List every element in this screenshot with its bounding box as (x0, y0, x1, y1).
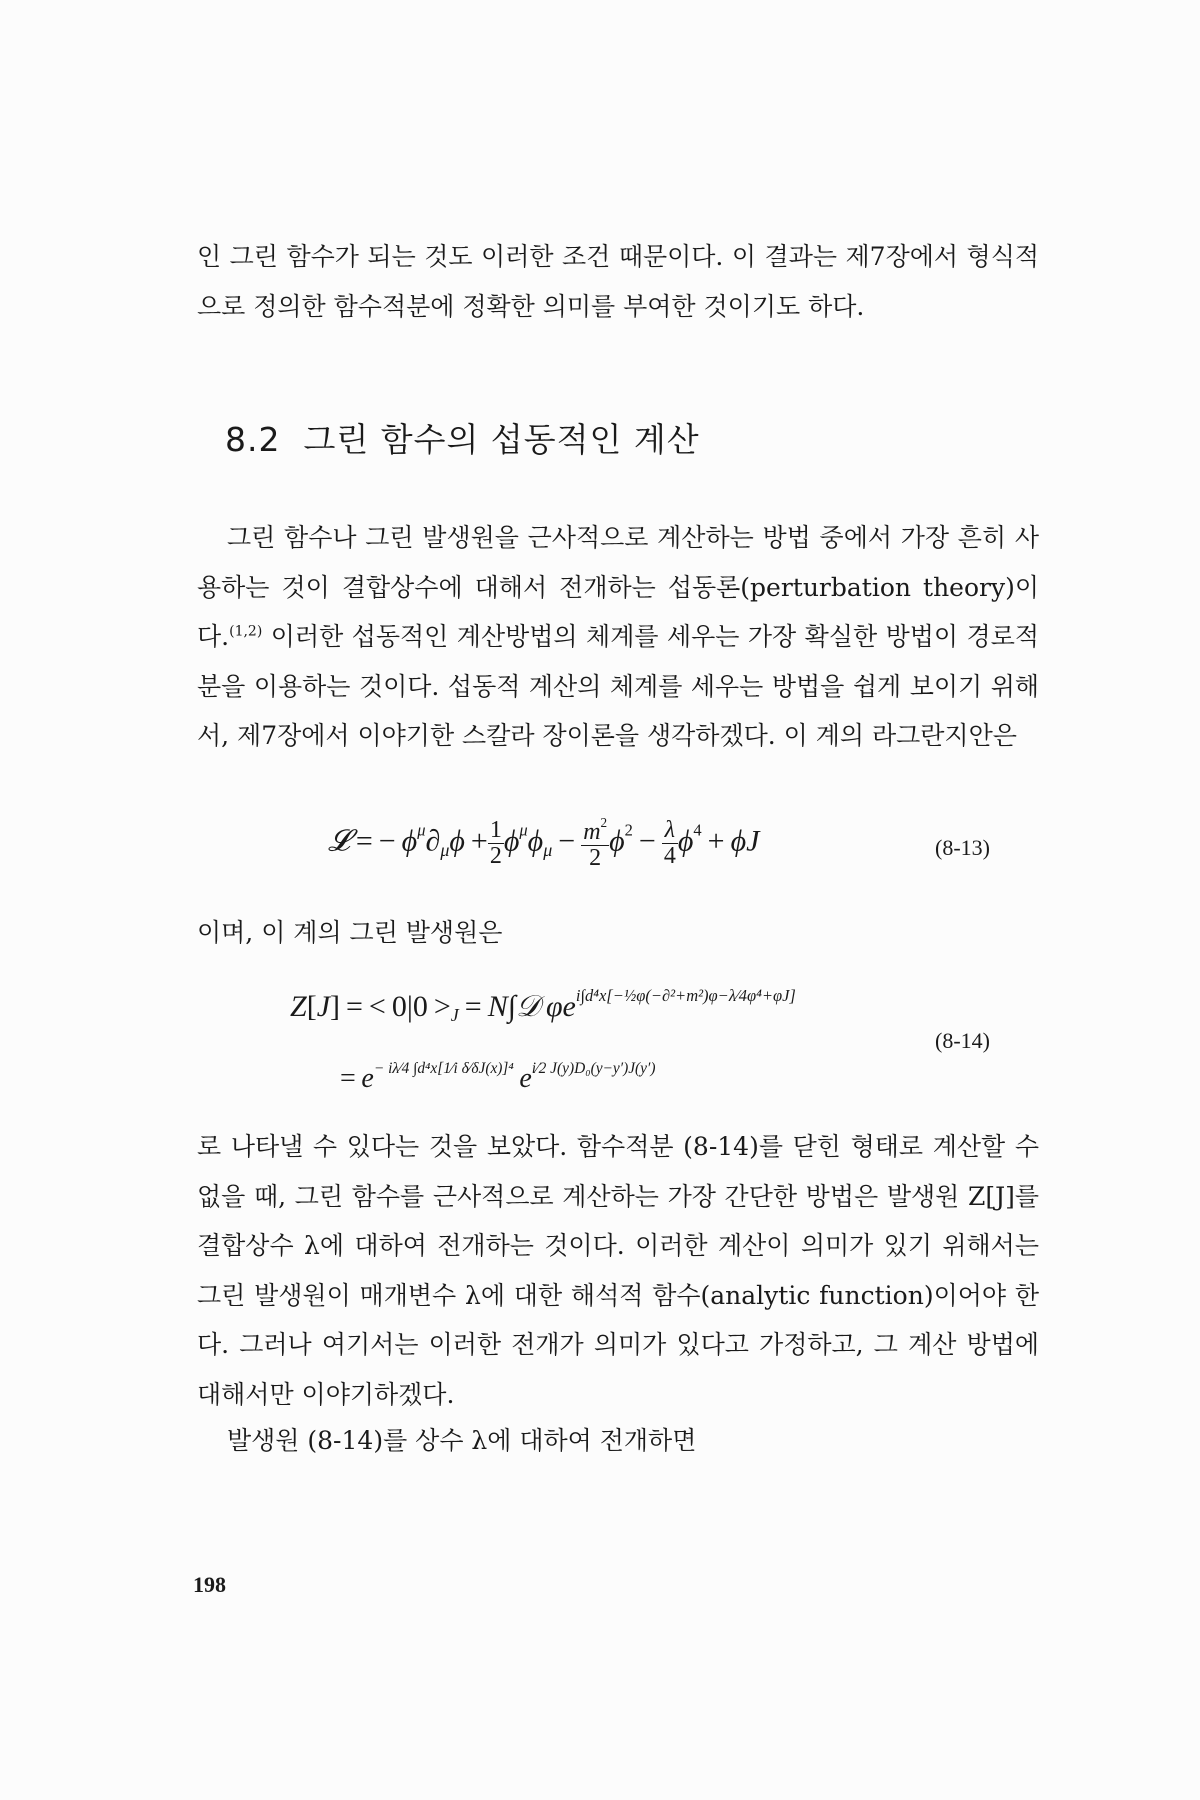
paragraph-expand-source: 발생원 (8-14)를 상수 λ에 대하여 전개하면 (227, 1426, 697, 1455)
paragraph-expansion: 로 나타낼 수 있다는 것을 보았다. 함수적분 (8-14)를 닫힌 형태로 계산할 수 없을 때, 그린 함수를 근사적으로 계산하는 가장 간단한 방법은 발생원 Z[J]를 결합상수 λ에 대하여 전개하는 것이다. 이러한 계산이 의미가 있기 위해서는 그린 발생원이 매개변수 λ에 대한 해석적 함수(analytic function)이어야 한다. 그러나 여기서는 이러한 전개가 의미가 있다고 가정하고, 그 계산 방법에 대해서만 이야기하겠다. (197, 1132, 1039, 1409)
paragraph-generating-functional: 이며, 이 계의 그린 발생원은 (197, 918, 503, 947)
equation-number-8-13: (8-13) (935, 835, 990, 860)
paragraph-perturbation (197, 513, 1039, 761)
section-title: 그린 함수의 섭동적인 계산 (303, 420, 700, 459)
generating-functional-line2: = $e^{- i\lambda⁄4 \int d^4x[1⁄i \delta⁄\delta J(x)]^4}$ $e^{i⁄2 J(y)D_0(y-y')J(y')}$ (340, 1060, 656, 1094)
paragraph-intro: 인 그린 함수가 되는 것도 이러한 조건 때문이다. 이 결과는 제7장에서 형식적으로 정의한 함수적분에 정확한 의미를 부여한 것이기도 하다. (197, 242, 1039, 321)
paragraph-perturbation-part1: 그린 함수나 그린 발생원을 근사적으로 계산하는 방법 중에서 가장 흔히 사용하는 것이 결합상수에 대해서 전개하는 섭동론(perturbation theory)이다. (197, 523, 1039, 651)
lagrangian-equation: 𝓛 = − $\phi^\mu\partial_\mu\phi$ + $\frac{1}{2}$ $\phi^\mu\phi_\mu$ − $\frac{m^2}{2}$ $\phi^2$ − $\frac{\lambda}{4}$ $\phi^4 + \phi J$ (328, 815, 760, 872)
page-number: 198 (193, 1572, 226, 1597)
reference-marker: (1,2) (229, 623, 263, 640)
section-number: 8.2 (225, 420, 281, 459)
equation-number-8-14: (8-14) (935, 1028, 990, 1053)
section-heading (225, 414, 700, 461)
paragraph-perturbation-part2: 이러한 섭동적인 계산방법의 체계를 세우는 가장 확실한 방법이 경로적분을 이용하는 것이다. 섭동적 계산의 체계를 세우는 방법을 쉽게 보이기 위해서, 제7장에서 이야기한 스칼라 장이론을 생각하겠다. 이 계의 라그란지안은 (197, 622, 1039, 750)
generating-functional-line1: Z[J] = < $0|0 >_J$ = N∫𝒟 $\varphi e^{i\int d^4x[-\frac{1}{2}\varphi(-\partial^2+m^2)\varphi-\lambda⁄4\varphi^4+\varphi J]}$ (290, 986, 796, 1026)
